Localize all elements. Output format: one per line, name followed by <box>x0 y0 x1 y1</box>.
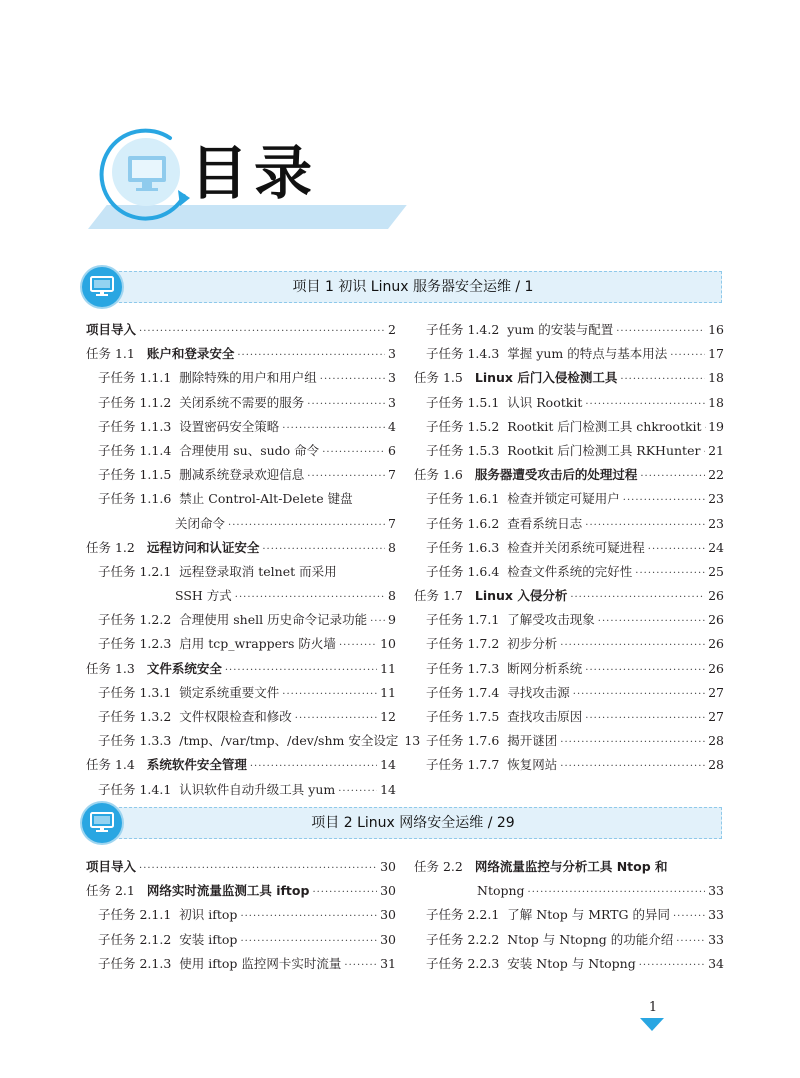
toc-entry-text: 启用 tcp_wrappers 防火墙 <box>179 636 336 652</box>
toc-entry[interactable] <box>414 560 724 584</box>
toc-leader-dots <box>585 393 705 417</box>
toc-page-number: 14 <box>380 781 396 797</box>
toc-leader-dots <box>307 393 385 417</box>
toc-entry[interactable] <box>414 879 724 903</box>
toc-entry-text: 网络流量监控与分析工具 Ntop 和 <box>474 859 668 874</box>
toc-leader-dots <box>635 562 705 586</box>
toc-entry-text: yum 的安装与配置 <box>507 322 614 337</box>
toc-entry-title <box>86 879 309 903</box>
toc-entry-text: 查找攻击原因 <box>507 709 583 724</box>
toc-entry-title <box>175 512 225 536</box>
toc-entry[interactable] <box>86 512 396 536</box>
project2-title: 项目 2 Linux 网络安全运维 / 29 <box>311 815 515 831</box>
toc-entry-code: 子任务 1.3.2 <box>98 709 172 724</box>
toc-entry[interactable] <box>86 928 396 952</box>
toc-entry[interactable] <box>86 879 396 903</box>
toc-page-number: 23 <box>708 491 724 507</box>
toc-entry-text: 服务器遭受攻击后的处理过程 <box>474 467 638 483</box>
toc-page-number: 13 <box>404 733 421 749</box>
toc-leader-dots <box>585 514 705 538</box>
toc-leader-dots <box>705 417 706 441</box>
toc-entry-title <box>414 584 567 608</box>
toc-entry[interactable] <box>414 705 724 729</box>
toc-entry-title <box>426 928 673 952</box>
toc-entry-title <box>98 366 317 390</box>
toc-entry[interactable] <box>86 463 396 487</box>
toc-entry[interactable] <box>414 584 724 608</box>
toc-entry[interactable] <box>414 439 724 463</box>
toc-leader-dots <box>570 586 705 610</box>
toc-entry-code: 任务 1.1 <box>86 346 135 362</box>
toc-leader-dots <box>560 731 705 755</box>
toc-leader-dots <box>673 905 705 929</box>
toc-entry-code: 任务 2.1 <box>86 883 135 899</box>
page-number: 1 <box>648 1000 658 1015</box>
toc-entry-text: 文件权限检查和修改 <box>179 709 292 724</box>
toc-entry-code: 子任务 1.1.2 <box>98 394 172 410</box>
toc-entry-code: 子任务 2.1.1 <box>98 907 172 923</box>
toc-entry-text: 账户和登录安全 <box>146 346 235 362</box>
toc-entry-text: 远程登录取消 telnet 而采用 <box>179 563 337 579</box>
toc-page-number: 23 <box>708 515 724 531</box>
toc-leader-dots <box>338 780 377 804</box>
toc-entry-title <box>98 415 279 439</box>
toc-page-number: 4 <box>388 418 396 434</box>
toc-entry[interactable] <box>86 903 396 927</box>
toc-page-number: 33 <box>708 931 724 947</box>
toc-entry-text: 关闭命令 <box>175 515 226 531</box>
page-title: 目录 <box>190 139 319 207</box>
toc-entry-code: 子任务 1.7.5 <box>426 709 500 724</box>
toc-entry-title <box>426 632 557 656</box>
toc-entry-text: 断网分析系统 <box>507 660 583 676</box>
toc-page-number: 11 <box>380 684 396 700</box>
toc-entry-code: 子任务 1.7.6 <box>426 733 500 749</box>
toc-entry-text: 安装 Ntop 与 Ntopng <box>507 955 636 971</box>
toc-entry-text: 检查文件系统的完好性 <box>507 563 633 579</box>
toc-entry[interactable] <box>414 632 724 656</box>
toc-page-number: 19 <box>708 418 724 434</box>
toc-entry-title <box>98 632 336 656</box>
toc-entry[interactable] <box>86 487 396 511</box>
toc-entry-title <box>86 753 247 777</box>
project2-header <box>82 803 722 843</box>
toc-page-number: 12 <box>380 709 396 724</box>
toc-entry-code: 子任务 2.1.2 <box>98 931 172 947</box>
toc-entry-code: 子任务 1.7.4 <box>426 684 500 700</box>
toc-entry-text: 删减系统登录欢迎信息 <box>179 467 305 483</box>
toc-leader-dots <box>598 610 705 634</box>
toc-entry[interactable] <box>414 318 724 342</box>
toc-leader-dots <box>703 441 705 465</box>
toc-entry-text: Ntop 与 Ntopng 的功能介绍 <box>507 931 674 947</box>
toc-entry-title <box>426 729 557 753</box>
toc-entry[interactable] <box>86 632 396 656</box>
toc-entry-code: 子任务 1.3.1 <box>98 684 172 700</box>
toc-leader-dots <box>262 538 385 562</box>
toc-entry-title <box>426 415 702 439</box>
toc-page-number: 22 <box>708 467 724 483</box>
toc-entry-text: 认识软件自动升级工具 yum <box>179 781 336 797</box>
toc-leader-dots <box>225 659 377 683</box>
toc-page-number: 30 <box>380 883 396 899</box>
toc-leader-dots <box>240 905 377 929</box>
toc-entry[interactable] <box>86 439 396 463</box>
toc-page-number: 18 <box>708 394 724 410</box>
toc-entry-code: 子任务 1.2.1 <box>98 563 172 579</box>
toc-leader-dots <box>322 441 385 465</box>
toc-entry-code: 子任务 1.5.3 <box>426 442 500 458</box>
toc-page-number: 3 <box>388 370 396 386</box>
toc-entry[interactable] <box>414 657 724 681</box>
toc-page-number: 11 <box>380 660 396 676</box>
project1-left-column <box>86 318 421 802</box>
toc-entry-code: 子任务 1.5.2 <box>426 418 500 434</box>
toc-entry-title <box>98 778 335 802</box>
toc-entry-title <box>98 903 237 927</box>
toc-leader-dots <box>344 954 377 978</box>
toc-leader-dots <box>139 857 377 881</box>
toc-entry-title <box>426 439 700 463</box>
toc-entry-title <box>98 608 367 632</box>
toc-entry-title <box>426 318 613 342</box>
toc-entry-title <box>175 584 232 608</box>
toc-entry-text: SSH 方式 <box>175 588 232 604</box>
toc-page-number: 26 <box>708 612 724 628</box>
toc-entry[interactable] <box>86 657 396 681</box>
toc-entry[interactable] <box>86 952 396 976</box>
toc-entry-text: Linux 后门入侵检测工具 <box>474 370 618 386</box>
toc-entry-code: 任务 1.3 <box>86 660 135 676</box>
toc-leader-dots <box>282 417 385 441</box>
toc-entry[interactable] <box>414 342 724 366</box>
toc-entry-title <box>414 855 668 879</box>
toc-entry-title <box>86 855 136 879</box>
toc-entry-code: 子任务 1.2.2 <box>98 612 172 628</box>
toc-entry-text: 使用 iftop 监控网卡实时流量 <box>179 955 342 971</box>
toc-page-number: 33 <box>708 883 724 899</box>
toc-leader-dots <box>639 954 705 978</box>
toc-entry[interactable] <box>86 536 396 560</box>
toc-entry[interactable] <box>414 928 724 952</box>
toc-entry-title <box>477 879 525 903</box>
toc-page-number: 16 <box>708 322 724 337</box>
toc-entry-text: 认识 Rootkit <box>507 394 583 410</box>
toc-leader-dots <box>573 683 705 707</box>
toc-entry-text: 合理使用 su、sudo 命令 <box>179 442 320 458</box>
toc-page-number: 25 <box>708 563 724 579</box>
toc-entry-text: 查看系统日志 <box>507 515 583 531</box>
toc-leader-dots <box>676 930 705 954</box>
toc-page-number: 8 <box>388 588 396 604</box>
toc-page-number: 34 <box>708 955 724 971</box>
toc-page-number: 6 <box>388 442 396 458</box>
toc-leader-dots <box>282 683 377 707</box>
project2-left-column <box>86 855 396 976</box>
toc-entry-text: 了解 Ntop 与 MRTG 的异同 <box>507 907 670 923</box>
toc-page-number: 33 <box>708 907 724 923</box>
toc-entry-text: 禁止 Control-Alt-Delete 键盘 <box>179 491 353 507</box>
toc-entry[interactable] <box>86 584 396 608</box>
toc-leader-dots <box>585 659 705 683</box>
toc-leader-dots <box>528 881 706 905</box>
toc-entry-title <box>86 657 222 681</box>
toc-page-number: 30 <box>380 907 396 923</box>
toc-entry[interactable] <box>414 415 724 439</box>
toc-leader-dots <box>228 514 385 538</box>
toc-entry-title <box>426 952 636 976</box>
monitor-emblem-icon <box>92 118 202 228</box>
toc-entry-code: 子任务 2.1.3 <box>98 955 172 971</box>
toc-entry-code: 子任务 1.4.3 <box>426 346 500 362</box>
toc-entry-title <box>426 391 582 415</box>
toc-entry-text: 初步分析 <box>507 636 558 652</box>
toc-entry-code: 任务 2.2 <box>414 859 463 874</box>
toc-entry-code: 子任务 2.2.3 <box>426 955 500 971</box>
toc-leader-dots <box>139 320 385 344</box>
toc-entry[interactable] <box>86 778 396 802</box>
toc-entry-title <box>426 512 582 536</box>
toc-entry[interactable] <box>414 608 724 632</box>
toc-entry-text: Linux 入侵分析 <box>474 588 568 604</box>
toc-entry-text: 删除特殊的用户和用户组 <box>179 370 317 386</box>
toc-page-number: 9 <box>388 612 396 628</box>
toc-page-number: 7 <box>388 467 396 483</box>
toc-page-number: 26 <box>708 588 724 604</box>
toc-page-number: 14 <box>380 757 396 773</box>
toc-entry-code: 子任务 1.6.4 <box>426 563 500 579</box>
toc-entry-text: 项目导入 <box>86 322 137 337</box>
toc-leader-dots <box>585 707 705 731</box>
toc-entry-title <box>426 342 667 366</box>
toc-leader-dots <box>560 755 705 779</box>
toc-page-number: 3 <box>388 346 396 362</box>
toc-entry-text: 初识 iftop <box>179 907 238 923</box>
toc-entry-code: 任务 1.2 <box>86 539 135 555</box>
toc-leader-dots <box>670 344 705 368</box>
project1-right-column <box>414 318 724 778</box>
toc-entry-title <box>98 705 292 729</box>
toc-entry-text: 系统软件安全管理 <box>146 757 247 773</box>
toc-entry[interactable] <box>86 342 396 366</box>
toc-entry-title <box>426 487 620 511</box>
toc-entry-code: 子任务 1.4.1 <box>98 781 172 797</box>
toc-entry-text: /tmp、/var/tmp、/dev/shm 安全设定 <box>179 733 399 749</box>
toc-entry-title <box>414 463 637 487</box>
toc-page-number: 27 <box>708 684 724 700</box>
toc-leader-dots <box>560 634 705 658</box>
toc-page-number: 2 <box>388 322 396 337</box>
toc-entry[interactable] <box>86 391 396 415</box>
toc-entry[interactable] <box>86 318 396 342</box>
toc-entry[interactable] <box>414 729 724 753</box>
toc-entry-text: 网络实时流量监测工具 iftop <box>146 883 310 899</box>
toc-leader-dots <box>616 320 705 344</box>
toc-leader-dots <box>623 489 705 513</box>
toc-leader-dots <box>620 368 705 392</box>
toc-entry-text: 关闭系统不需要的服务 <box>179 394 305 410</box>
toc-entry-title <box>426 536 645 560</box>
toc-leader-dots <box>648 538 705 562</box>
toc-entry-text: 恢复网站 <box>507 757 558 773</box>
toc-leader-dots <box>307 465 385 489</box>
toc-entry-code: 子任务 1.6.1 <box>426 491 500 507</box>
toc-entry[interactable] <box>414 952 724 976</box>
toc-entry-title <box>98 560 337 584</box>
toc-entry-text: Rootkit 后门检测工具 chkrootkit <box>507 418 702 434</box>
toc-entry-code: 任务 1.7 <box>414 588 463 604</box>
toc-entry[interactable] <box>414 536 724 560</box>
toc-entry-text: 掌握 yum 的特点与基本用法 <box>507 346 668 362</box>
toc-entry-code: 子任务 2.2.2 <box>426 931 500 947</box>
toc-entry-title <box>414 366 617 390</box>
toc-page-number: 28 <box>708 757 724 773</box>
toc-entry-code: 子任务 1.5.1 <box>426 394 500 410</box>
toc-entry[interactable] <box>414 512 724 536</box>
toc-entry-text: 安装 iftop <box>179 931 238 947</box>
toc-entry[interactable] <box>414 855 724 879</box>
toc-entry-title <box>98 391 304 415</box>
toc-entry[interactable] <box>414 753 724 777</box>
project2-right-column <box>414 855 724 976</box>
toc-entry-title <box>426 753 557 777</box>
toc-entry-text: 合理使用 shell 历史命令记录功能 <box>179 612 368 628</box>
toc-entry[interactable] <box>86 729 421 753</box>
toc-entry-title <box>98 681 279 705</box>
toc-entry-text: Rootkit 后门检测工具 RKHunter <box>507 442 701 458</box>
toc-entry-title <box>98 487 353 511</box>
toc-entry-title <box>98 729 398 753</box>
toc-page-number: 31 <box>380 955 396 971</box>
toc-entry-text: 寻找攻击源 <box>507 684 570 700</box>
toc-entry-text: 检查并关闭系统可疑进程 <box>507 539 645 555</box>
toc-entry[interactable] <box>86 855 396 879</box>
toc-page-number: 3 <box>388 394 396 410</box>
toc-entry-title <box>426 903 670 927</box>
toc-entry-text: 锁定系统重要文件 <box>179 684 280 700</box>
toc-entry[interactable] <box>414 366 724 390</box>
toc-page-number: 30 <box>380 931 396 947</box>
toc-entry-text: 文件系统安全 <box>146 660 222 676</box>
toc-page-number: 28 <box>708 733 724 749</box>
toc-entry-title <box>426 681 570 705</box>
toc-page-number: 18 <box>708 370 724 386</box>
toc-entry-text: 远程访问和认证安全 <box>146 539 260 555</box>
toc-entry-title <box>426 608 595 632</box>
toc-entry-code: 子任务 1.3.3 <box>98 733 172 749</box>
toc-page-number: 30 <box>380 859 396 874</box>
toc-entry[interactable] <box>86 753 396 777</box>
toc-entry-text: 设置密码安全策略 <box>179 418 280 434</box>
toc-page-number: 21 <box>708 442 724 458</box>
toc-page-number: 17 <box>708 346 724 362</box>
toc-leader-dots <box>320 368 385 392</box>
toc-entry-code: 子任务 1.4.2 <box>426 322 500 337</box>
toc-entry-title <box>98 928 237 952</box>
toc-entry-text: 项目导入 <box>86 859 137 874</box>
toc-entry-code: 任务 1.6 <box>414 467 463 483</box>
toc-entry-code: 子任务 1.7.2 <box>426 636 500 652</box>
toc-page-number: 10 <box>380 636 396 652</box>
toc-entry-title <box>86 536 259 560</box>
toc-entry[interactable] <box>414 391 724 415</box>
toc-entry-code: 任务 1.4 <box>86 757 135 773</box>
toc-leader-dots <box>312 881 377 905</box>
toc-page-number: 27 <box>708 709 724 724</box>
toc-entry[interactable] <box>414 903 724 927</box>
toc-leader-dots <box>237 344 385 368</box>
project1-header <box>82 267 722 307</box>
toc-leader-dots <box>370 610 385 634</box>
toc-entry-text: Ntopng <box>477 883 525 899</box>
toc-entry-text: 揭开谜团 <box>507 733 558 749</box>
toc-entry[interactable] <box>86 366 396 390</box>
toc-page-number: 8 <box>388 539 396 555</box>
toc-entry-title <box>86 318 136 342</box>
toc-entry-code: 子任务 1.7.3 <box>426 660 500 676</box>
toc-entry-code: 子任务 2.2.1 <box>426 907 500 923</box>
toc-entry-text: 了解受攻击现象 <box>507 612 595 628</box>
toc-entry-code: 子任务 1.2.3 <box>98 636 172 652</box>
toc-leader-dots <box>250 755 377 779</box>
toc-page-number: 24 <box>708 539 724 555</box>
toc-entry-title <box>98 463 304 487</box>
toc-entry-code: 子任务 1.6.3 <box>426 539 500 555</box>
toc-entry-code: 子任务 1.7.7 <box>426 757 500 773</box>
toc-entry[interactable] <box>414 463 724 487</box>
toc-entry-title <box>426 560 632 584</box>
toc-entry[interactable] <box>414 487 724 511</box>
project1-title: 项目 1 初识 Linux 服务器安全运维 / 1 <box>292 279 534 295</box>
toc-entry[interactable] <box>414 681 724 705</box>
toc-page-number: 26 <box>708 636 724 652</box>
toc-entry-code: 子任务 1.1.1 <box>98 370 172 386</box>
toc-entry-code: 子任务 1.1.5 <box>98 467 172 483</box>
toc-entry-code: 子任务 1.7.1 <box>426 612 500 628</box>
toc-entry[interactable] <box>86 705 396 729</box>
toc-entry[interactable] <box>86 560 396 584</box>
toc-leader-dots <box>295 707 377 731</box>
toc-entry-title <box>86 342 234 366</box>
toc-entry-code: 任务 1.5 <box>414 370 463 386</box>
toc-entry[interactable] <box>86 415 396 439</box>
page-arrow-icon <box>640 1018 664 1031</box>
toc-entry[interactable] <box>86 681 396 705</box>
toc-entry-code: 子任务 1.6.2 <box>426 515 500 531</box>
toc-entry-title <box>98 439 319 463</box>
title-area <box>0 0 800 240</box>
toc-entry-title <box>426 657 582 681</box>
toc-entry-code: 子任务 1.1.6 <box>98 491 172 507</box>
toc-leader-dots <box>235 586 385 610</box>
toc-entry-text: 检查并锁定可疑用户 <box>507 491 620 507</box>
toc-leader-dots <box>640 465 705 489</box>
toc-page-number: 7 <box>388 515 396 531</box>
toc-entry-title <box>98 952 341 976</box>
toc-entry-code: 子任务 1.1.4 <box>98 442 172 458</box>
toc-entry-code: 子任务 1.1.3 <box>98 418 172 434</box>
toc-leader-dots <box>240 930 377 954</box>
toc-entry-title <box>426 705 582 729</box>
toc-leader-dots <box>339 634 377 658</box>
toc-entry[interactable] <box>86 608 396 632</box>
toc-page-number: 26 <box>708 660 724 676</box>
